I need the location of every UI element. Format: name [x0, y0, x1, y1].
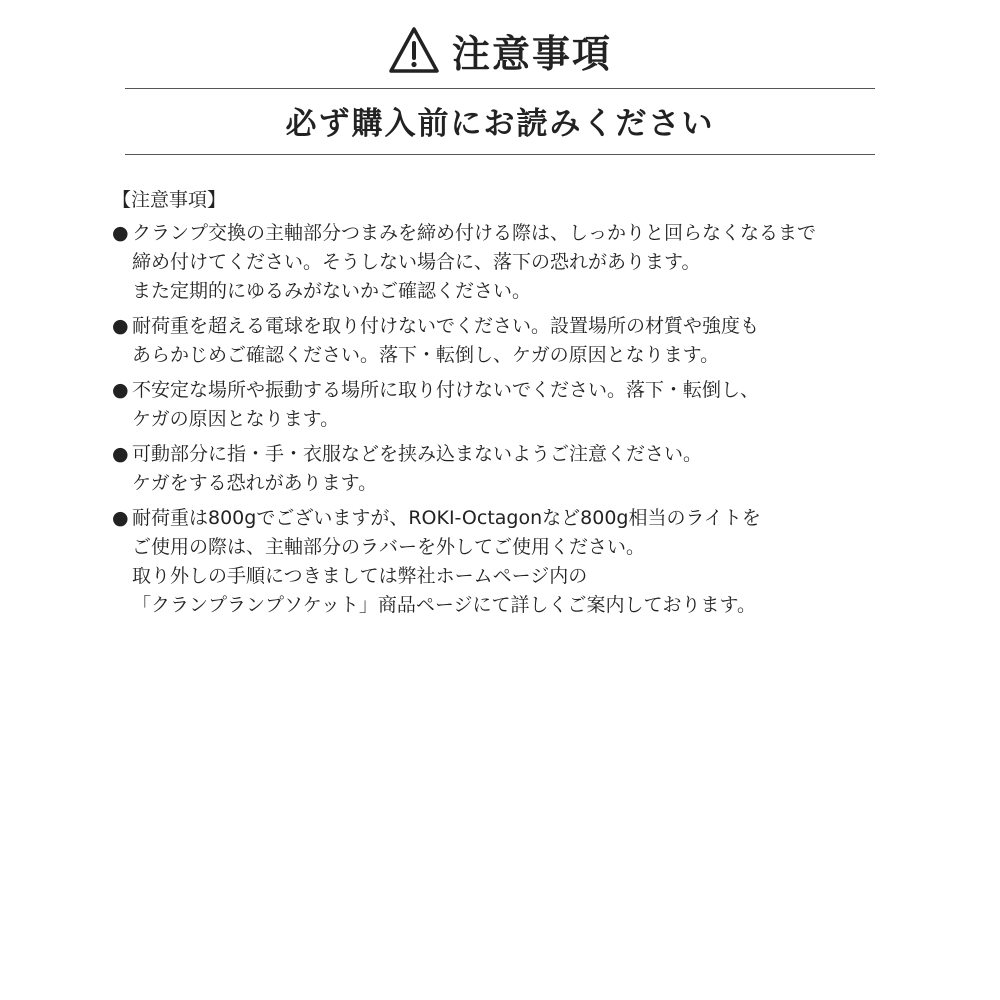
- divider-bottom: [125, 154, 875, 155]
- note-line: 耐荷重は800gでございますが、ROKI-Octagonなど800g相当のライトを: [132, 507, 761, 529]
- page-title: 注意事項: [451, 31, 612, 76]
- note-item: [112, 440, 912, 498]
- bullet-icon: ●: [112, 443, 129, 465]
- notes-heading: 【注意事項】: [112, 189, 227, 211]
- bullet-icon: ●: [112, 379, 129, 401]
- note-line: ご使用の際は、主軸部分のラバーを外してご使用ください。: [132, 536, 646, 558]
- note-line: 可動部分に指・手・衣服などを挟み込まないようご注意ください。: [132, 443, 703, 465]
- note-line: ケガの原因となります。: [132, 408, 340, 430]
- note-item: [112, 312, 912, 370]
- page-header: [0, 22, 1000, 78]
- bullet-icon: ●: [112, 315, 129, 337]
- bullet-icon: ●: [112, 507, 129, 529]
- notes-section: [112, 186, 912, 626]
- note-line: また定期的にゆるみがないかご確認ください。: [132, 280, 532, 302]
- note-line: ケガをする恐れがあります。: [132, 472, 378, 494]
- note-line: 締め付けてください。そうしない場合に、落下の恐れがあります。: [132, 251, 701, 273]
- note-item: [112, 376, 912, 434]
- note-line: クランプ交換の主軸部分つまみを締め付ける際は、しっかりと回らなくなるまで: [132, 222, 817, 244]
- bullet-icon: ●: [112, 222, 129, 244]
- warning-triangle-icon: [388, 25, 440, 75]
- note-line: 不安定な場所や振動する場所に取り付けないでください。落下・転倒し、: [132, 379, 760, 401]
- page-subtitle: 必ず購入前にお読みください: [285, 106, 715, 142]
- note-item: [112, 219, 912, 306]
- note-line: 取り外しの手順につきましては弊社ホームページ内の: [132, 565, 588, 587]
- note-line: 「クランプランプソケット」商品ページにて詳しくご案内しております。: [132, 594, 756, 616]
- note-item: [112, 504, 912, 620]
- divider-top: [125, 88, 875, 89]
- note-line: あらかじめご確認ください。落下・転倒し、ケガの原因となります。: [132, 344, 720, 366]
- note-line: 耐荷重を超える電球を取り付けないでください。設置場所の材質や強度も: [132, 315, 760, 337]
